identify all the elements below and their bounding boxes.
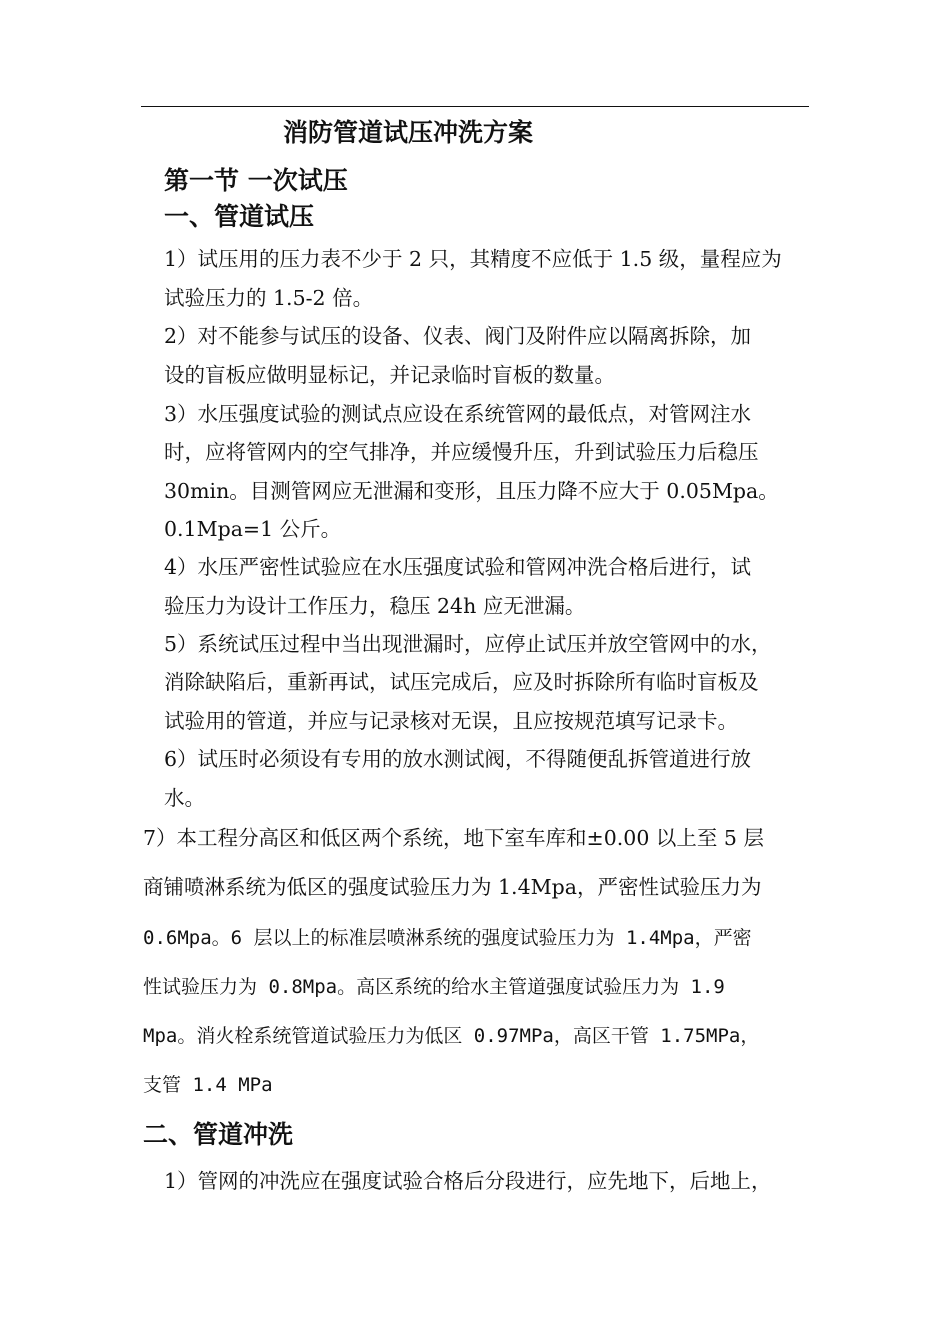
paragraph-line: 1）管网的冲洗应在强度试验合格后分段进行，应先地下，后地上， bbox=[164, 1169, 772, 1193]
paragraph-line: 6）试压时必须设有专用的放水测试阀，不得随便乱拆管道进行放 bbox=[164, 747, 752, 771]
subsection-heading-pressure-test: 一、管道试压 bbox=[164, 202, 315, 231]
item7-line: 商铺喷淋系统为低区的强度试验压力为 1.4Mpa，严密性试验压力为 bbox=[143, 875, 762, 899]
paragraph-line: 4）水压严密性试验应在水压强度试验和管网冲洗合格后进行，试 bbox=[164, 555, 752, 579]
item7-line: 0.6Mpa。6 层以上的标准层喷淋系统的强度试验压力为 1.4Mpa，严密 bbox=[143, 927, 752, 949]
paragraph-line: 水。 bbox=[164, 786, 205, 810]
item7-line: 7）本工程分高区和低区两个系统，地下室车库和±0.00 以上至 5 层 bbox=[143, 826, 764, 850]
paragraph-line: 5）系统试压过程中当出现泄漏时，应停止试压并放空管网中的水， bbox=[164, 632, 772, 656]
paragraph-line: 1）试压用的压力表不少于 2 只，其精度不应低于 1.5 级，量程应为 bbox=[164, 247, 782, 271]
paragraph-line: 消除缺陷后，重新再试，试压完成后，应及时拆除所有临时盲板及 bbox=[164, 670, 759, 694]
paragraph-line: 验压力为设计工作压力，稳压 24h 应无泄漏。 bbox=[164, 594, 586, 618]
subsection-heading-flushing: 二、管道冲洗 bbox=[143, 1120, 294, 1149]
header-rule bbox=[141, 106, 809, 107]
section-heading: 第一节 一次试压 bbox=[164, 166, 348, 195]
paragraph-line: 试验用的管道，并应与记录核对无误，且应按规范填写记录卡。 bbox=[164, 709, 738, 733]
paragraph-line: 设的盲板应做明显标记，并记录临时盲板的数量。 bbox=[164, 363, 615, 387]
paragraph-line: 试验压力的 1.5-2 倍。 bbox=[164, 286, 374, 310]
item7-line: 支管 1.4 MPa bbox=[143, 1074, 273, 1096]
paragraph-line: 2）对不能参与试压的设备、仪表、阀门及附件应以隔离拆除，加 bbox=[164, 324, 752, 348]
item7-line: Mpa。消火栓系统管道试验压力为低区 0.97MPa，高区干管 1.75MPa， bbox=[143, 1025, 760, 1047]
paragraph-line: 0.1Mpa=1 公斤。 bbox=[164, 517, 342, 541]
paragraph-line: 3）水压强度试验的测试点应设在系统管网的最低点，对管网注水 bbox=[164, 402, 752, 426]
paragraph-line: 时，应将管网内的空气排净，并应缓慢升压，升到试验压力后稳压 bbox=[164, 440, 759, 464]
paragraph-line: 30min。目测管网应无泄漏和变形，且压力降不应大于 0.05Mpa。 bbox=[164, 479, 779, 503]
document-title: 消防管道试压冲洗方案 bbox=[283, 118, 534, 147]
item7-line: 性试验压力为 0.8Mpa。高区系统的给水主管道强度试验压力为 1.9 bbox=[143, 976, 725, 998]
